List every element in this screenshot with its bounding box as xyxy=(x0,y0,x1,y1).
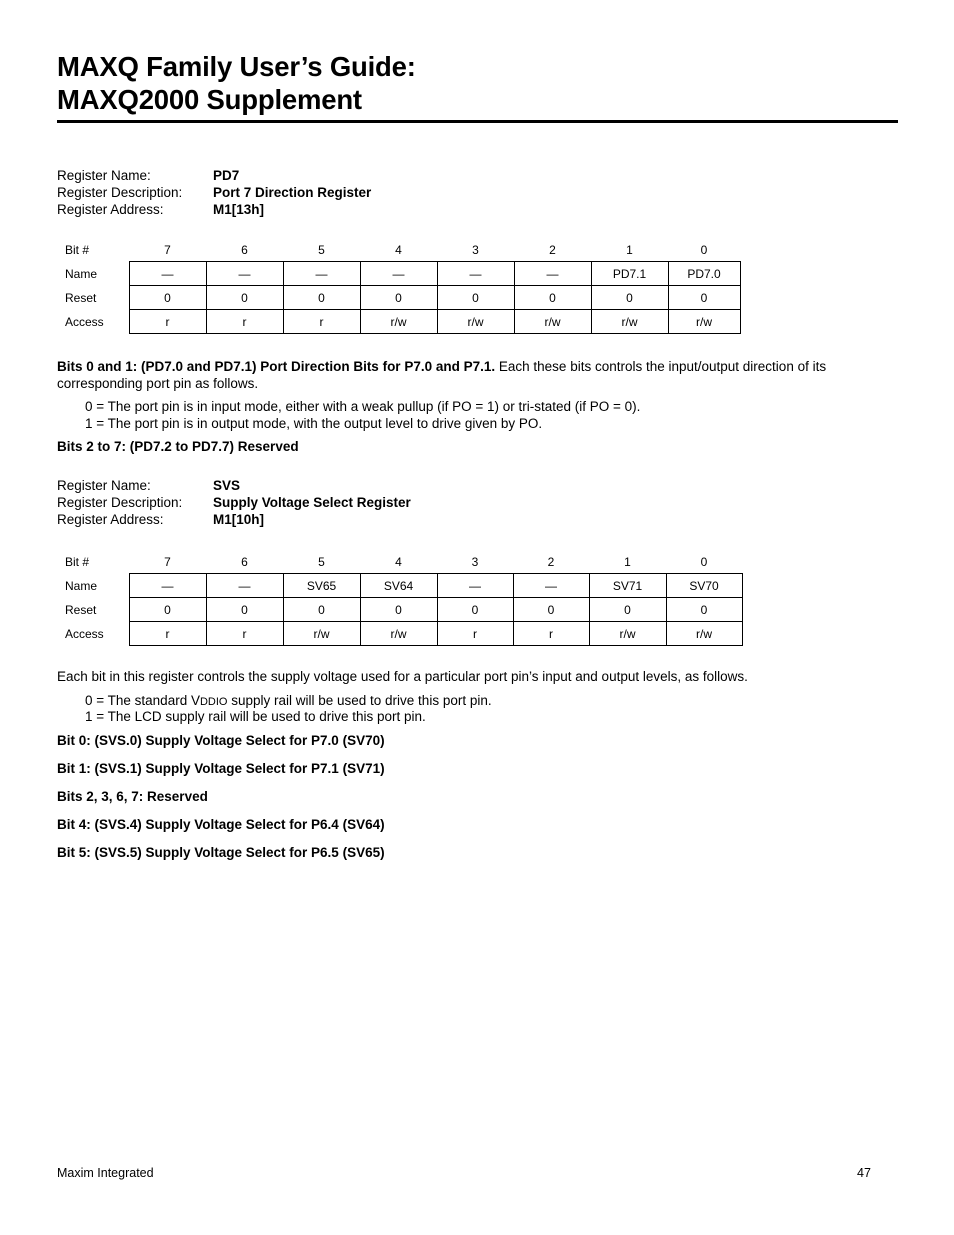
bit-cell: 0 xyxy=(513,598,589,622)
register-address-label: Register Address: xyxy=(57,202,164,217)
register-address-label: Register Address: xyxy=(57,512,164,527)
bit-cell: r xyxy=(283,310,360,334)
bit-cell: r xyxy=(129,622,206,646)
bit-cell: r/w xyxy=(666,622,742,646)
bit-cell: 0 xyxy=(514,286,591,310)
bit-cell: — xyxy=(206,262,283,286)
bit-cell: r/w xyxy=(283,622,360,646)
pd7-option-1: 1 = The port pin is in output mode, with the output level to drive given by PO. xyxy=(85,416,543,431)
svs-register-info xyxy=(57,477,411,528)
row-label: Name xyxy=(65,578,98,593)
bit-cell: 0 xyxy=(283,598,360,622)
bit-cell: 0 xyxy=(591,286,668,310)
bit-number: 6 xyxy=(241,554,248,569)
bit-cell: — xyxy=(129,574,206,598)
bit-cell: — xyxy=(437,574,513,598)
svs-bit0-heading: Bit 0: (SVS.0) Supply Voltage Select for P7.0 (SV70) xyxy=(57,733,385,748)
reset-row xyxy=(57,286,740,310)
register-name-label: Register Name: xyxy=(57,168,151,183)
register-address-value: M1[10h] xyxy=(213,512,265,527)
bit-cell: r xyxy=(206,622,283,646)
row-label: Bit # xyxy=(65,554,90,569)
register-name-value: PD7 xyxy=(213,168,240,183)
bit-cell: SV71 xyxy=(589,574,666,598)
svs-bit1-heading: Bit 1: (SVS.1) Supply Voltage Select for P7.1 (SV71) xyxy=(57,761,385,776)
register-address-value: M1[13h] xyxy=(213,202,265,217)
bit-cell: 0 xyxy=(129,598,206,622)
svs-option-0-suffix: supply rail will be used to drive this port pin. xyxy=(227,693,492,708)
bit-cell: r/w xyxy=(589,622,666,646)
bit-cell: 0 xyxy=(129,286,206,310)
bit-cell: — xyxy=(129,262,206,286)
register-name-label: Register Name: xyxy=(57,478,151,493)
register-name-value: SVS xyxy=(213,478,241,493)
pd7-bits01-paragraph xyxy=(57,358,898,392)
bit-cell: r/w xyxy=(514,310,591,334)
bit-number: 0 xyxy=(700,554,708,569)
bit-cell: 0 xyxy=(589,598,666,622)
svs-bit5-heading: Bit 5: (SVS.5) Supply Voltage Select for P6.5 (SV65) xyxy=(57,845,385,860)
bit-cell: r xyxy=(513,622,589,646)
bit-name-row xyxy=(57,262,740,286)
bit-cell: — xyxy=(514,262,591,286)
pd7-option-0: 0 = The port pin is in input mode, either with a weak pullup (if PO = 1) or tri-stated (if PO = 0). xyxy=(85,399,641,414)
bit-cell: — xyxy=(360,262,437,286)
bit-number: 1 xyxy=(626,242,633,257)
bit-number: 5 xyxy=(318,242,325,257)
bit-cell: — xyxy=(437,262,514,286)
bit-cell: PD7.1 xyxy=(591,262,668,286)
pd7-bits01-heading: Bits 0 and 1: (PD7.0 and PD7.1) Port Direction Bits for P7.0 and P7.1. xyxy=(57,359,496,374)
title-line-1: MAXQ Family User’s Guide: xyxy=(57,51,416,82)
bit-cell: 0 xyxy=(206,286,283,310)
reset-row xyxy=(57,598,742,622)
row-label: Access xyxy=(65,626,104,641)
bit-cell: PD7.0 xyxy=(668,262,740,286)
bit-number-row xyxy=(57,550,742,574)
bit-number: 6 xyxy=(241,242,248,257)
bit-number-row xyxy=(57,238,740,262)
bit-name-row xyxy=(57,574,742,598)
register-description-value: Port 7 Direction Register xyxy=(213,185,372,200)
title-divider xyxy=(57,120,898,123)
bit-cell: 0 xyxy=(668,286,740,310)
bit-cell: SV64 xyxy=(360,574,437,598)
bit-cell: r/w xyxy=(437,310,514,334)
bit-cell: — xyxy=(206,574,283,598)
pd7-bit-table xyxy=(57,238,741,334)
bit-number: 2 xyxy=(547,554,555,569)
bit-cell: — xyxy=(513,574,589,598)
row-label: Reset xyxy=(65,290,97,305)
bit-cell: r/w xyxy=(591,310,668,334)
footer-page-number: 47 xyxy=(857,1166,871,1180)
svs-bit-table xyxy=(57,550,743,646)
bit-cell: r xyxy=(437,622,513,646)
bit-cell: 0 xyxy=(360,286,437,310)
pd7-bits27-reserved: Bits 2 to 7: (PD7.2 to PD7.7) Reserved xyxy=(57,439,299,454)
svs-reserved-heading: Bits 2, 3, 6, 7: Reserved xyxy=(57,789,208,804)
bit-number: 2 xyxy=(549,242,556,257)
bit-cell: 0 xyxy=(437,286,514,310)
row-label: Name xyxy=(65,266,98,281)
bit-cell: 0 xyxy=(360,598,437,622)
access-row xyxy=(57,622,742,646)
svs-intro: Each bit in this register controls the supply voltage used for a particular port pin’s input and output levels, as follows. xyxy=(57,669,748,684)
bit-number: 3 xyxy=(471,554,479,569)
bit-number: 4 xyxy=(395,554,402,569)
register-description-label: Register Description: xyxy=(57,495,183,510)
bit-number: 3 xyxy=(472,242,479,257)
vddio-subscript: DDIO xyxy=(199,696,228,708)
page-title xyxy=(57,50,416,116)
pd7-bits01-body: Each these bits controls the input/output direction of its corresponding port pin as follows. xyxy=(57,359,827,391)
title-line-2: MAXQ2000 Supplement xyxy=(57,84,362,115)
bit-cell: 0 xyxy=(666,598,742,622)
bit-cell: — xyxy=(283,262,360,286)
bit-number: 4 xyxy=(395,242,402,257)
svs-option-1: 1 = The LCD supply rail will be used to drive this port pin. xyxy=(85,709,426,724)
bit-cell: r xyxy=(206,310,283,334)
bit-number: 7 xyxy=(164,554,171,569)
footer-company: Maxim Integrated xyxy=(57,1166,154,1180)
bit-cell: r xyxy=(129,310,206,334)
access-row xyxy=(57,310,740,334)
row-label: Access xyxy=(65,314,104,329)
register-description-value: Supply Voltage Select Register xyxy=(213,495,411,510)
svs-bit4-heading: Bit 4: (SVS.4) Supply Voltage Select for P6.4 (SV64) xyxy=(57,817,385,832)
bit-cell: 0 xyxy=(283,286,360,310)
pd7-register-info xyxy=(57,167,371,218)
register-description-label: Register Description: xyxy=(57,185,183,200)
bit-cell: r/w xyxy=(360,310,437,334)
bit-number: 1 xyxy=(624,554,631,569)
bit-cell: SV65 xyxy=(283,574,360,598)
bit-cell: r/w xyxy=(360,622,437,646)
row-label: Reset xyxy=(65,602,97,617)
bit-cell: 0 xyxy=(206,598,283,622)
row-label: Bit # xyxy=(65,242,90,257)
bit-cell: r/w xyxy=(668,310,740,334)
svs-option-0-prefix: 0 = The standard V xyxy=(85,693,200,708)
bit-cell: 0 xyxy=(437,598,513,622)
bit-number: 5 xyxy=(318,554,325,569)
bit-number: 0 xyxy=(700,242,708,257)
bit-cell: SV70 xyxy=(666,574,742,598)
bit-number: 7 xyxy=(164,242,171,257)
